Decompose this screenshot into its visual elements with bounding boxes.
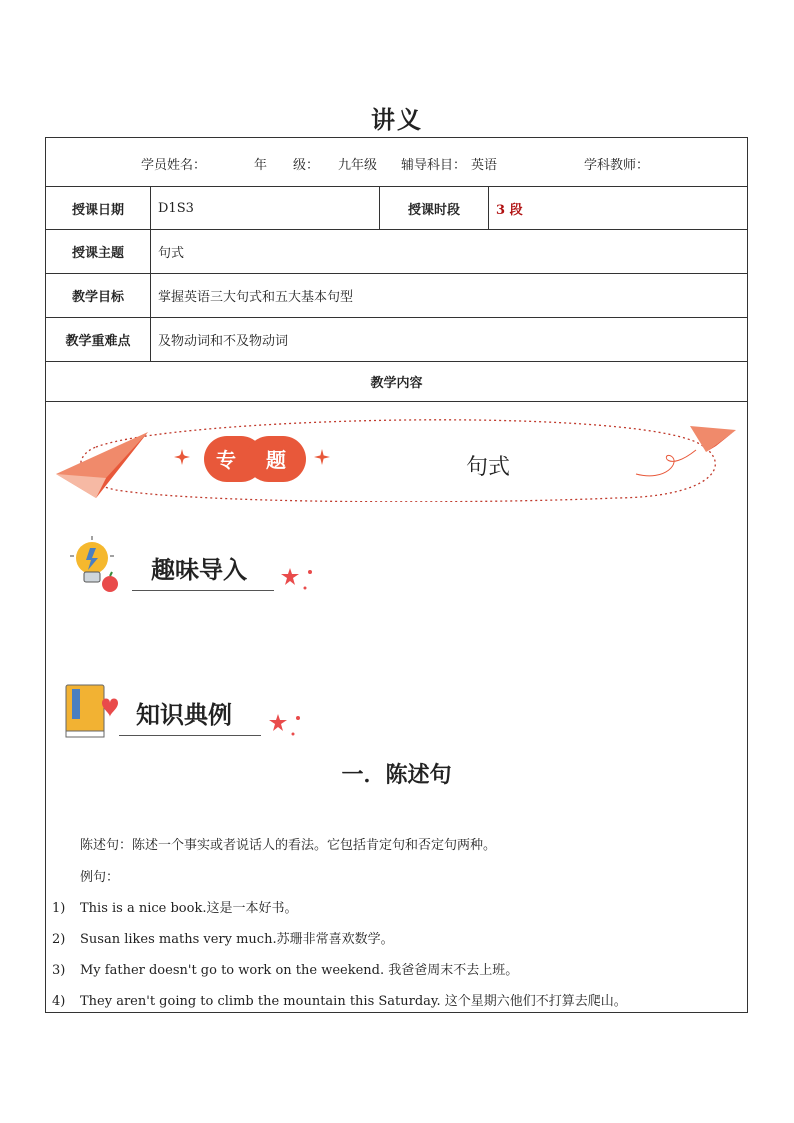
lesson-frame — [45, 137, 748, 1013]
star-icon — [268, 712, 308, 738]
example-item — [52, 959, 518, 978]
topic-row — [46, 230, 747, 274]
paper-plane-right-icon — [690, 426, 736, 452]
date-label: 授课日期 — [46, 187, 151, 229]
example-number: 3) — [52, 963, 66, 978]
topic-value: 句式 — [158, 246, 185, 261]
student-info-row — [46, 138, 747, 187]
grade-value: 九年级 — [338, 158, 378, 173]
content-label: 教学内容 — [370, 376, 423, 391]
example-number: 4) — [52, 994, 66, 1009]
pill-left-text: 专 — [216, 448, 236, 472]
goal-row — [46, 274, 747, 318]
goal-label: 教学目标 — [46, 274, 151, 317]
example-text: My father doesn't go to work on the weekend. 我爸爸周末不去上班。 — [80, 963, 519, 978]
lightbulb-icon — [68, 536, 138, 598]
period-label: 授课时段 — [379, 187, 489, 229]
content-header-row — [46, 362, 747, 402]
paper-plane-left-icon — [56, 432, 148, 498]
date-row — [46, 187, 747, 230]
key-points-row — [46, 318, 747, 362]
document-title: 讲义 — [371, 105, 423, 134]
star-icon — [280, 566, 320, 592]
definition-text: 陈述句：陈述一个事实或者说话人的看法。它包括肯定句和否定句两种。 — [80, 838, 497, 853]
example-text: Susan likes maths very much.苏珊非常喜欢数学。 — [80, 932, 394, 947]
example-text: They aren't going to climb the mountain this Saturday. 这个星期六他们不打算去爬山。 — [80, 994, 627, 1009]
knowledge-underline — [119, 735, 261, 736]
examples-label: 例句： — [80, 870, 120, 885]
teacher-label: 学科教师： — [584, 158, 650, 173]
student-name-label: 学员姓名： — [141, 158, 207, 173]
sparkle-icon — [314, 449, 330, 465]
lesson-heading: 一．陈述句 — [341, 763, 452, 788]
example-item — [52, 897, 297, 916]
example-number: 1) — [52, 901, 66, 916]
example-item — [52, 990, 627, 1009]
subject-value: 英语 — [471, 158, 498, 173]
example-text: This is a nice book.这是一本好书。 — [80, 901, 298, 916]
subject-label: 辅导科目： — [401, 158, 467, 173]
knowledge-section-title: 知识典例 — [136, 701, 232, 729]
example-number: 2) — [52, 932, 66, 947]
sparkle-icon — [174, 449, 190, 465]
key-points-label: 教学重难点 — [46, 318, 151, 361]
key-points-value: 及物动词和不及物动词 — [158, 334, 289, 349]
topic-label: 授课主题 — [46, 230, 151, 273]
date-value: D1S3 — [158, 200, 194, 216]
pill-right-text: 题 — [266, 448, 286, 472]
example-item — [52, 928, 394, 947]
grade-label: 年 级： — [254, 158, 320, 173]
topic-banner — [56, 412, 746, 502]
book-icon — [64, 683, 120, 743]
intro-underline — [132, 590, 274, 591]
goal-value: 掌握英语三大句式和五大基本句型 — [158, 290, 354, 305]
period-value: 3 段 — [496, 202, 523, 218]
topic-pill — [204, 436, 306, 482]
intro-section-title: 趣味导入 — [151, 556, 247, 584]
banner-topic: 句式 — [466, 455, 511, 480]
